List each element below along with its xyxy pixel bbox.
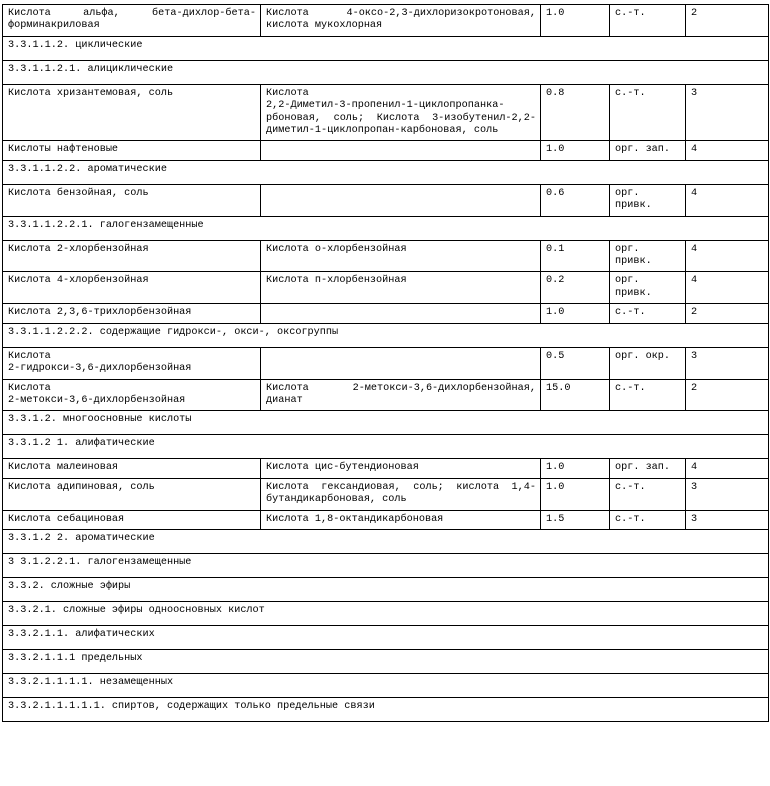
section-heading-row bbox=[3, 649, 769, 673]
synonym-cell: Кислота 1,8-октандикарбоновая bbox=[261, 510, 541, 529]
synonym-cell: Кислота цис-бутендионовая bbox=[261, 459, 541, 478]
synonym-cell bbox=[261, 184, 541, 216]
section-heading-row bbox=[3, 625, 769, 649]
substance-name-cell: Кислота 2-гидрокси-3,6-дихлорбензойная bbox=[3, 347, 261, 379]
norm-value-cell: 0.8 bbox=[541, 84, 610, 141]
harm-sign-cell: с.-т. bbox=[610, 379, 686, 411]
table-row bbox=[3, 379, 769, 411]
table-row bbox=[3, 459, 769, 478]
table-row bbox=[3, 272, 769, 304]
table-row bbox=[3, 510, 769, 529]
norm-value-cell: 15.0 bbox=[541, 379, 610, 411]
synonym-cell: Кислота 2,2-Диметил-3-пропенил-1-циклопропанка-рбоновая, соль; Кислота 3-изобутенил-2,2-диметил-1-циклопропан-карбоновая, соль bbox=[261, 84, 541, 141]
hazard-class-cell: 3 bbox=[686, 478, 769, 510]
table-row bbox=[3, 304, 769, 323]
substance-name-cell: Кислота 2-метокси-3,6-дихлорбензойная bbox=[3, 379, 261, 411]
section-heading: 3.3.2.1.1. алифатических bbox=[3, 625, 769, 649]
substance-name-cell: Кислота себациновая bbox=[3, 510, 261, 529]
table-body bbox=[3, 5, 769, 722]
section-heading: 3.3.2.1. сложные эфиры одноосновных кислот bbox=[3, 601, 769, 625]
section-heading: 3.3.1.2. многоосновные кислоты bbox=[3, 411, 769, 435]
section-heading-row bbox=[3, 411, 769, 435]
hazard-class-cell: 4 bbox=[686, 184, 769, 216]
section-heading-row bbox=[3, 216, 769, 240]
substance-name-cell: Кислота 2,3,6-трихлорбензойная bbox=[3, 304, 261, 323]
table-row bbox=[3, 5, 769, 37]
hazard-class-cell: 4 bbox=[686, 459, 769, 478]
harm-sign-cell: с.-т. bbox=[610, 84, 686, 141]
hazard-class-cell: 3 bbox=[686, 84, 769, 141]
section-heading-row bbox=[3, 553, 769, 577]
section-heading-row bbox=[3, 697, 769, 721]
harm-sign-cell: орг. окр. bbox=[610, 347, 686, 379]
table-row bbox=[3, 240, 769, 272]
synonym-cell: Кислота о-хлорбензойная bbox=[261, 240, 541, 272]
table-row bbox=[3, 84, 769, 141]
section-heading: 3.3.1.2 2. ароматические bbox=[3, 529, 769, 553]
harm-sign-cell: с.-т. bbox=[610, 478, 686, 510]
section-heading: 3.3.1.1.2.2. ароматические bbox=[3, 160, 769, 184]
section-heading: 3.3.1.1.2.2.2. содержащие гидрокси-, окси-, оксогруппы bbox=[3, 323, 769, 347]
section-heading-row bbox=[3, 60, 769, 84]
section-heading: 3.3.1.1.2.2.1. галогензамещенные bbox=[3, 216, 769, 240]
section-heading: 3.3.2.1.1.1 предельных bbox=[3, 649, 769, 673]
substance-name-cell: Кислота 2-хлорбензойная bbox=[3, 240, 261, 272]
synonym-cell: Кислота гександиовая, соль; кислота 1,4-бутандикарбоновая, соль bbox=[261, 478, 541, 510]
norm-value-cell: 0.2 bbox=[541, 272, 610, 304]
hazard-class-cell: 2 bbox=[686, 5, 769, 37]
hazard-class-cell: 4 bbox=[686, 141, 769, 160]
section-heading: 3.3.1.1.2.1. алициклические bbox=[3, 60, 769, 84]
section-heading: 3.3.2. сложные эфиры bbox=[3, 577, 769, 601]
norm-value-cell: 1.0 bbox=[541, 141, 610, 160]
substance-name-cell: Кислота адипиновая, соль bbox=[3, 478, 261, 510]
section-heading-row bbox=[3, 577, 769, 601]
harm-sign-cell: орг. привк. bbox=[610, 184, 686, 216]
section-heading-row bbox=[3, 529, 769, 553]
norm-value-cell: 1.0 bbox=[541, 304, 610, 323]
section-heading-row bbox=[3, 36, 769, 60]
substance-name-cell: Кислота хризантемовая, соль bbox=[3, 84, 261, 141]
harm-sign-cell: орг. привк. bbox=[610, 272, 686, 304]
substance-name-cell: Кислота бензойная, соль bbox=[3, 184, 261, 216]
section-heading-row bbox=[3, 160, 769, 184]
synonym-cell bbox=[261, 141, 541, 160]
table-row bbox=[3, 184, 769, 216]
harm-sign-cell: с.-т. bbox=[610, 510, 686, 529]
synonym-cell bbox=[261, 304, 541, 323]
norm-value-cell: 1.0 bbox=[541, 459, 610, 478]
synonym-cell: Кислота п-хлорбензойная bbox=[261, 272, 541, 304]
norm-value-cell: 0.6 bbox=[541, 184, 610, 216]
synonym-cell: Кислота 2-метокси-3,6-дихлорбензойная, дианат bbox=[261, 379, 541, 411]
substance-name-cell: Кислоты нафтеновые bbox=[3, 141, 261, 160]
hazard-class-cell: 4 bbox=[686, 240, 769, 272]
hazard-class-cell: 4 bbox=[686, 272, 769, 304]
substance-name-cell: Кислота альфа, бета-дихлор-бета-форминакриловая bbox=[3, 5, 261, 37]
synonym-cell: Кислота 4-оксо-2,3-дихлоризокротоновая, кислота мукохлорная bbox=[261, 5, 541, 37]
hazard-class-cell: 2 bbox=[686, 379, 769, 411]
substance-name-cell: Кислота малеиновая bbox=[3, 459, 261, 478]
harm-sign-cell: с.-т. bbox=[610, 5, 686, 37]
hazard-class-cell: 2 bbox=[686, 304, 769, 323]
section-heading: 3 3.1.2.2.1. галогензамещенные bbox=[3, 553, 769, 577]
hazard-class-cell: 3 bbox=[686, 510, 769, 529]
section-heading-row bbox=[3, 435, 769, 459]
section-heading: 3.3.2.1.1.1.1.1. спиртов, содержащих только предельные связи bbox=[3, 697, 769, 721]
table-row bbox=[3, 478, 769, 510]
norm-value-cell: 1.5 bbox=[541, 510, 610, 529]
harm-sign-cell: орг. привк. bbox=[610, 240, 686, 272]
synonym-cell bbox=[261, 347, 541, 379]
substances-table bbox=[2, 4, 769, 722]
section-heading-row bbox=[3, 601, 769, 625]
section-heading-row bbox=[3, 323, 769, 347]
hazard-class-cell: 3 bbox=[686, 347, 769, 379]
norm-value-cell: 0.5 bbox=[541, 347, 610, 379]
table-row bbox=[3, 347, 769, 379]
harm-sign-cell: орг. зап. bbox=[610, 459, 686, 478]
norm-value-cell: 1.0 bbox=[541, 478, 610, 510]
section-heading-row bbox=[3, 673, 769, 697]
section-heading: 3.3.2.1.1.1.1. незамещенных bbox=[3, 673, 769, 697]
section-heading: 3.3.1.1.2. циклические bbox=[3, 36, 769, 60]
harm-sign-cell: орг. зап. bbox=[610, 141, 686, 160]
norm-value-cell: 0.1 bbox=[541, 240, 610, 272]
substance-name-cell: Кислота 4-хлорбензойная bbox=[3, 272, 261, 304]
table-row bbox=[3, 141, 769, 160]
norm-value-cell: 1.0 bbox=[541, 5, 610, 37]
harm-sign-cell: с.-т. bbox=[610, 304, 686, 323]
section-heading: 3.3.1.2 1. алифатические bbox=[3, 435, 769, 459]
